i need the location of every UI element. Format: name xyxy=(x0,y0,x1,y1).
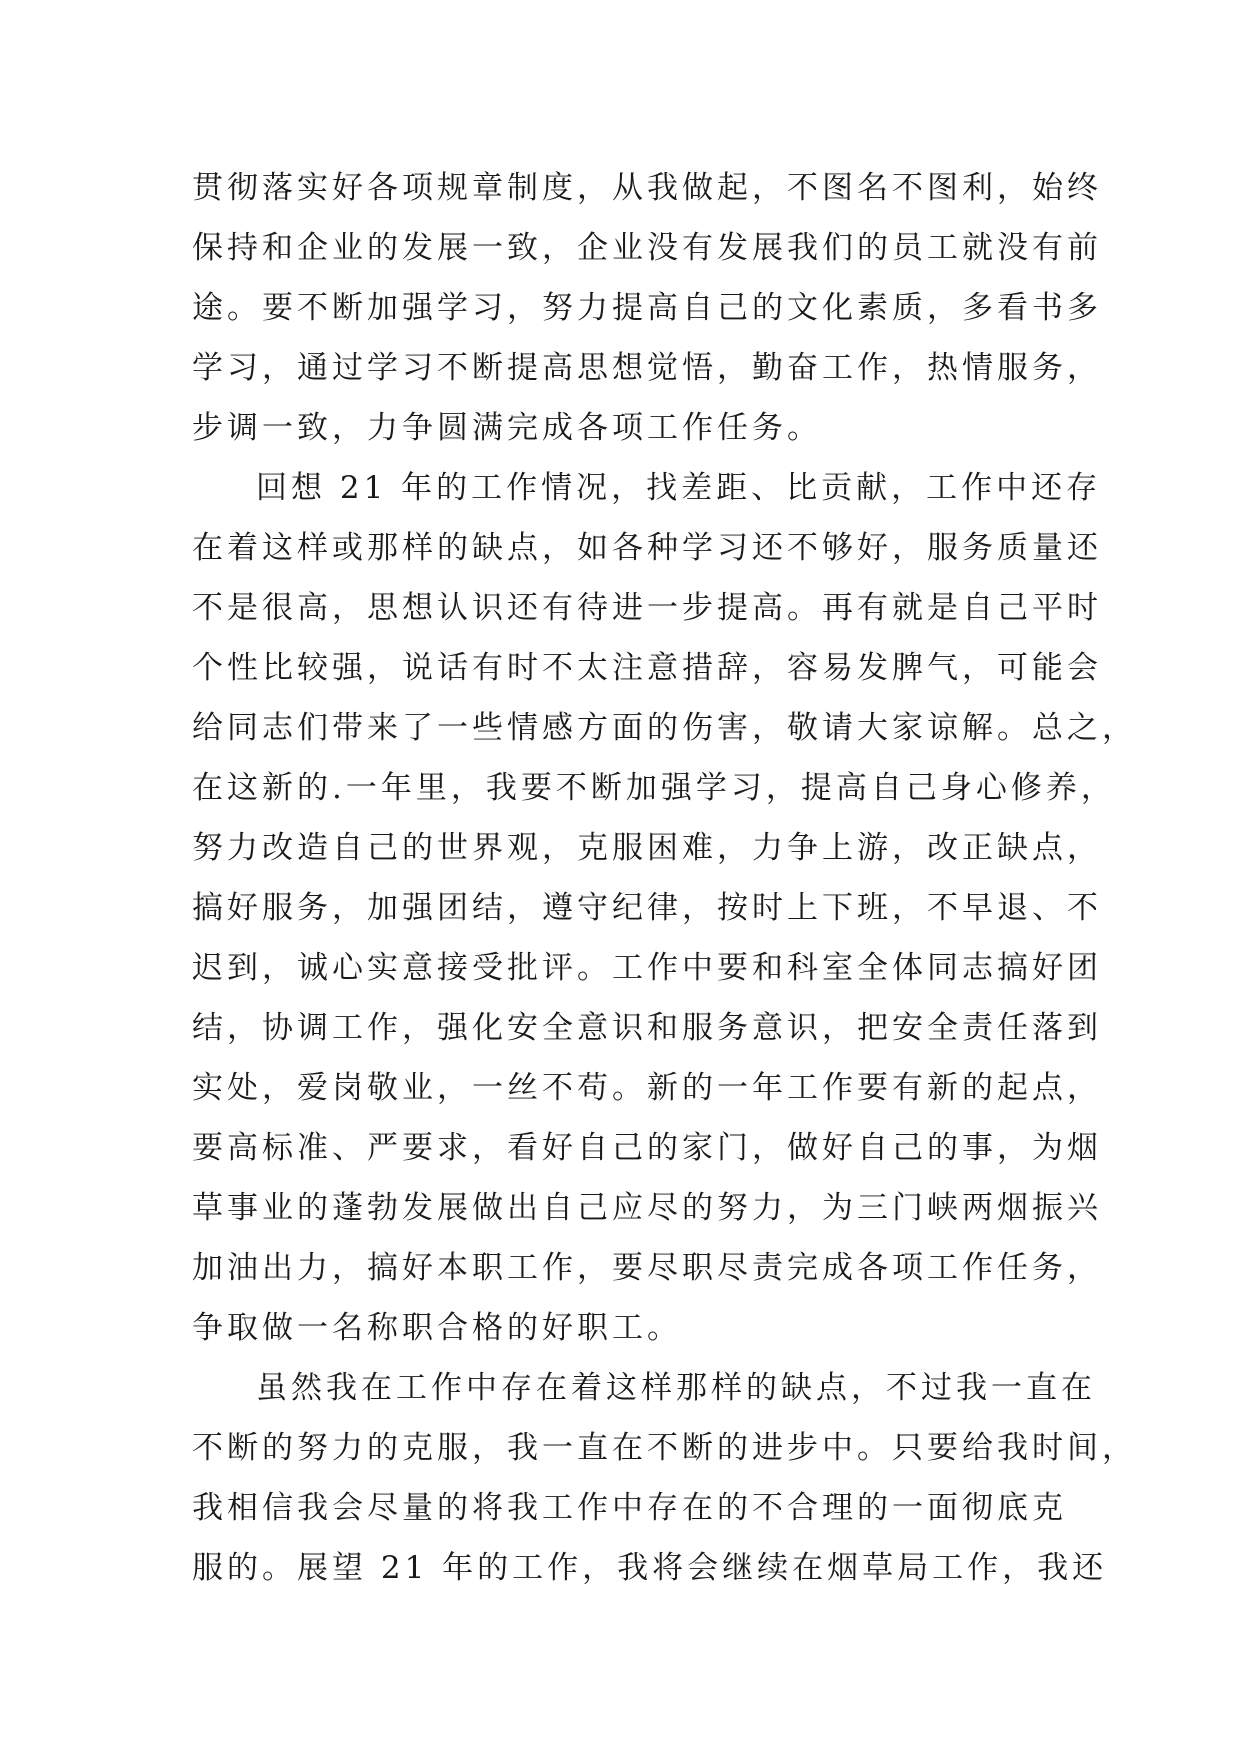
paragraph-1 xyxy=(192,158,1102,458)
text-line: 努力改造自己的世界观，克服困难，力争上游，改正缺点， xyxy=(192,830,1102,866)
text-line: 服的。展望 21 年的工作，我将会继续在烟草局工作，我还 xyxy=(192,1550,1108,1586)
text-line: 途。要不断加强学习，努力提高自己的文化素质，多看书多 xyxy=(192,290,1102,326)
text-line: 虽然我在工作中存在着这样那样的缺点，不过我一直在 xyxy=(256,1370,1096,1406)
text-line: 实处，爱岗敬业，一丝不苟。新的一年工作要有新的起点， xyxy=(192,1070,1102,1106)
paragraph-2 xyxy=(192,458,1137,1358)
text-line: 学习，通过学习不断提高思想觉悟，勤奋工作，热情服务， xyxy=(192,350,1102,386)
text-line: 草事业的蓬勃发展做出自己应尽的努力，为三门峡两烟振兴 xyxy=(192,1190,1102,1226)
text-line: 在这新的.一年里，我要不断加强学习，提高自己身心修养， xyxy=(192,770,1116,806)
text-line: 迟到，诚心实意接受批评。工作中要和科室全体同志搞好团 xyxy=(192,950,1102,986)
text-line: 贯彻落实好各项规章制度，从我做起，不图名不图利，始终 xyxy=(192,170,1102,206)
text-line: 不断的努力的克服，我一直在不断的进步中。只要给我时间， xyxy=(192,1430,1137,1466)
text-line: 个性比较强，说话有时不太注意措辞，容易发脾气，可能会 xyxy=(192,650,1102,686)
text-line: 回想 21 年的工作情况，找差距、比贡献，工作中还存 xyxy=(256,470,1102,506)
text-line: 给同志们带来了一些情感方面的伤害，敬请大家谅解。总之， xyxy=(192,710,1137,746)
text-line: 保持和企业的发展一致，企业没有发展我们的员工就没有前 xyxy=(192,230,1102,266)
document-body xyxy=(192,158,1137,1598)
text-line: 不是很高，思想认识还有待进一步提高。再有就是自己平时 xyxy=(192,590,1102,626)
text-line: 步调一致，力争圆满完成各项工作任务。 xyxy=(192,410,822,446)
text-line: 在着这样或那样的缺点，如各种学习还不够好，服务质量还 xyxy=(192,530,1102,566)
text-line: 结，协调工作，强化安全意识和服务意识，把安全责任落到 xyxy=(192,1010,1102,1046)
text-line: 加油出力，搞好本职工作，要尽职尽责完成各项工作任务， xyxy=(192,1250,1102,1286)
text-line: 我相信我会尽量的将我工作中存在的不合理的一面彻底克 xyxy=(192,1490,1067,1526)
text-line: 要高标准、严要求，看好自己的家门，做好自己的事，为烟 xyxy=(192,1130,1102,1166)
paragraph-3 xyxy=(192,1358,1137,1598)
text-line: 争取做一名称职合格的好职工。 xyxy=(192,1310,682,1346)
text-line: 搞好服务，加强团结，遵守纪律，按时上下班，不早退、不 xyxy=(192,890,1102,926)
